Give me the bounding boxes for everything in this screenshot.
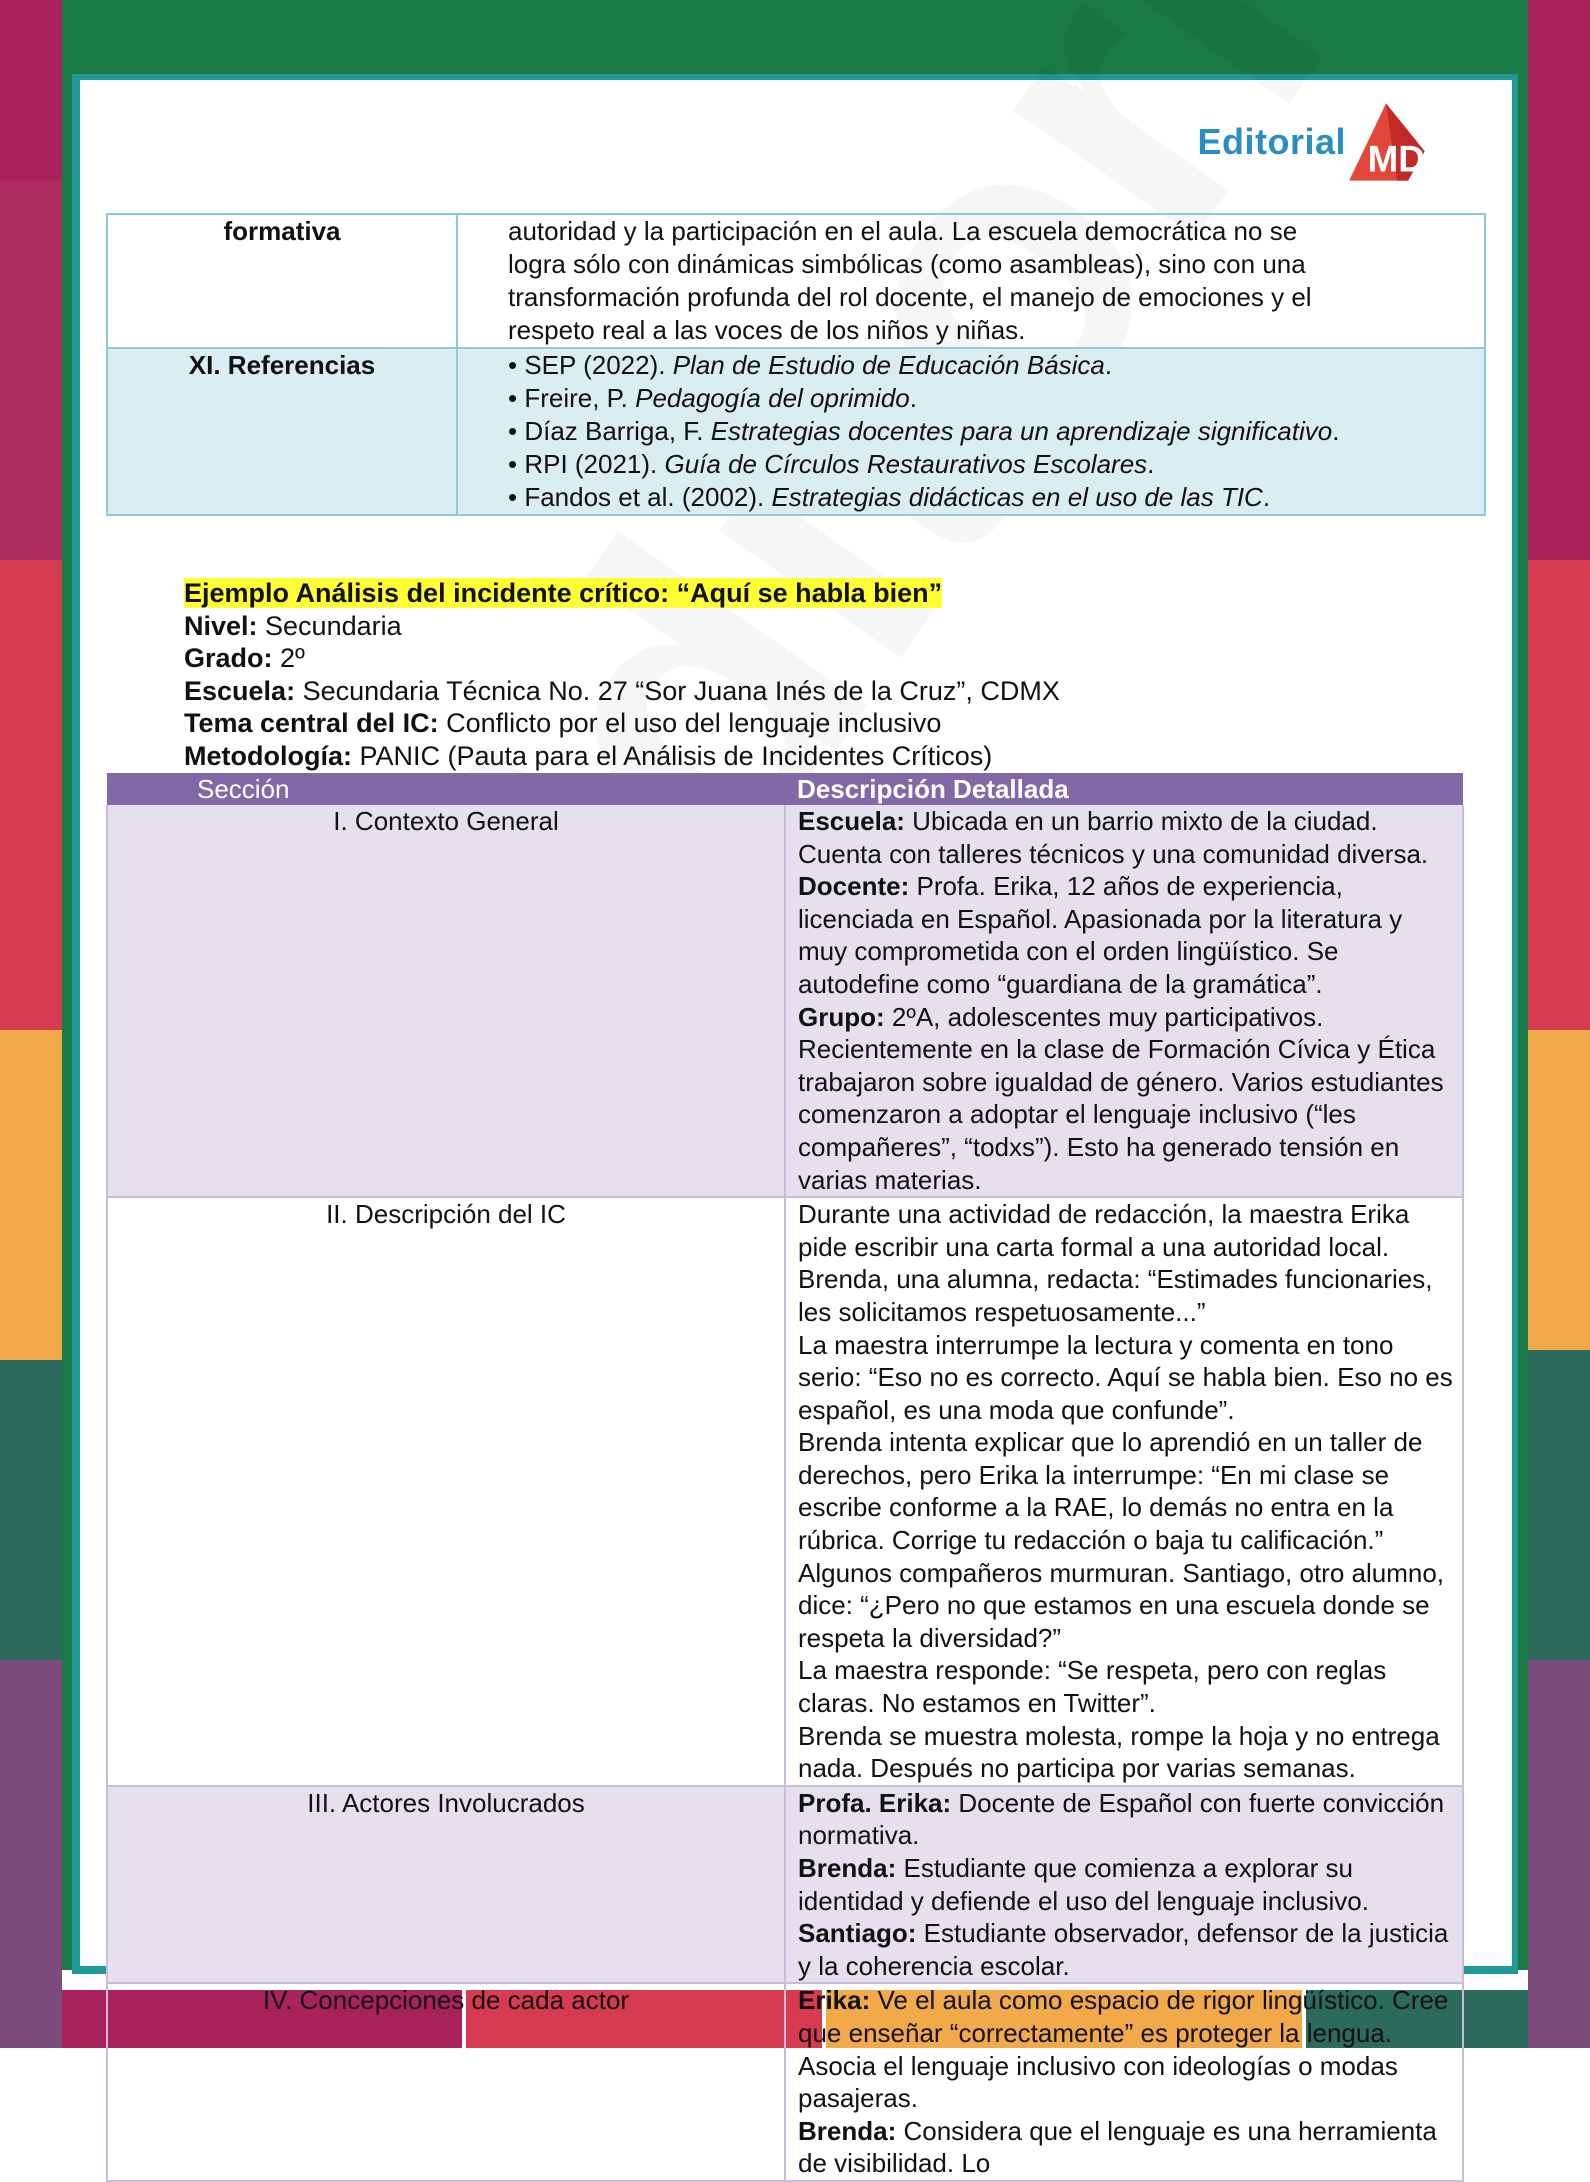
deco-left-6: [0, 1660, 62, 2048]
row-label: III. Actores Involucrados: [107, 1786, 785, 1984]
header-seccion: Sección: [107, 773, 785, 805]
content-line: autoridad y la participación en el aula. La escuela democrática no se: [508, 216, 1298, 246]
paragraph: Brenda intenta explicar que lo aprendió en un taller de derechos, pero Erika la interrumpe: “En mi clase se escribe conforme a la RAE, lo demás no entra en la rúbrica. Corrige tu redacción o baja tu calificación.”: [798, 1427, 1423, 1556]
deco-left-5: [0, 1360, 62, 1660]
row-label: IV. Concepciones de cada actor: [107, 1983, 785, 2181]
row-content: [785, 1197, 1463, 1786]
reference-item: • RPI (2021). Guía de Círculos Restaurativos Escolares.: [508, 449, 1155, 479]
paragraph: Algunos compañeros murmuran. Santiago, otro alumno, dice: “¿Pero no que estamos en una escuela donde se respeta la diversidad?”: [798, 1557, 1445, 1653]
row-label: I. Contexto General: [107, 805, 785, 1197]
table-row: [107, 214, 1485, 348]
table-header-row: [107, 773, 1463, 805]
row-label: formativa: [107, 214, 457, 348]
paragraph: Brenda se muestra molesta, rompe la hoja y no entrega nada. Después no participa por varias semanas.: [798, 1720, 1440, 1784]
paragraph: Profa. Erika: Docente de Español con fuerte convicción normativa.: [798, 1787, 1445, 1851]
paragraph: La maestra responde: “Se respeta, pero con reglas claras. No estamos en Twitter”.: [798, 1655, 1387, 1719]
paragraph: Brenda: Estudiante que comienza a explorar su identidad y defiende el uso del lenguaje inclusivo.: [798, 1853, 1369, 1916]
deco-right-1: [1528, 0, 1590, 560]
row-content: [785, 1983, 1463, 2181]
incident-analysis-table: [106, 773, 1464, 2182]
frame-top-band: [62, 0, 1528, 60]
table-row: [107, 1786, 1463, 1984]
example-heading: [184, 577, 1060, 772]
previous-analysis-table: [106, 213, 1486, 516]
reference-item: • Díaz Barriga, F. Estrategias docentes para un aprendizaje significativo.: [508, 416, 1340, 446]
reference-item: • Freire, P. Pedagogía del oprimido.: [508, 383, 917, 413]
row-content: [785, 1786, 1463, 1984]
table-row-references: [107, 348, 1485, 515]
paragraph: Grupo: 2ºA, adolescentes muy participativos. Recientemente en la clase de Formación Cívica y Ética trabajaron sobre igualdad de género. Varios estudiantes comenzaron a adoptar el lenguaje inclusivo (“les compañeres”, “todxs”). Esto ha generado tensión en varias materias.: [798, 1001, 1444, 1195]
paragraph: Durante una actividad de redacción, la maestra Erika pide escribir una carta formal a una autoridad local. Brenda, una alumna, redacta: “Estimades funcionaries, les solicitamos respetuosamente...”: [798, 1199, 1433, 1327]
content-line: respeto real a las voces de los niños y niñas.: [508, 315, 1026, 345]
row-content: [785, 805, 1463, 1197]
deco-right-2: [1528, 560, 1590, 1030]
reference-item: • SEP (2022). Plan de Estudio de Educación Básica.: [508, 350, 1113, 380]
deco-left-2: [0, 180, 62, 560]
table-row: [107, 1197, 1463, 1786]
content-line: transformación profunda del rol docente, el manejo de emociones y el: [508, 282, 1312, 312]
deco-left-4: [0, 1030, 62, 1360]
md-logo-icon: [1340, 96, 1432, 188]
field-metodologia: Metodología: PANIC (Pauta para el Análisis de Incidentes Críticos): [184, 740, 993, 771]
publisher-logo: [1197, 94, 1432, 190]
field-escuela: Escuela: Secundaria Técnica No. 27 “Sor Juana Inés de la Cruz”, CDMX: [184, 675, 1060, 706]
paragraph: Escuela: Ubicada en un barrio mixto de la ciudad. Cuenta con talleres técnicos y una comunidad diversa.: [798, 806, 1429, 869]
deco-right-3: [1528, 1030, 1590, 1350]
paragraph: La maestra interrumpe la lectura y comenta en tono serio: “Eso no es correcto. Aquí se habla bien. Eso no es español, es una moda que confunde”.: [798, 1329, 1453, 1425]
logo-mark: MD: [1367, 138, 1425, 180]
deco-right-5: [1528, 1660, 1590, 2048]
deco-right-4: [1528, 1350, 1590, 1660]
header-descripcion: Descripción Detallada: [785, 773, 1463, 805]
row-label: XI. Referencias: [107, 348, 457, 515]
row-content: [457, 214, 1485, 348]
row-label: II. Descripción del IC: [107, 1197, 785, 1786]
paragraph: Santiago: Estudiante observador, defensor de la justicia y la coherencia escolar.: [798, 1918, 1449, 1981]
document-page: [80, 80, 1512, 2179]
field-grado: Grado: 2º: [184, 643, 305, 673]
table-row: [107, 805, 1463, 1197]
deco-left-1: [0, 0, 62, 180]
reference-item: • Fandos et al. (2002). Estrategias didácticas en el uso de las TIC.: [508, 482, 1271, 512]
deco-left-3: [0, 560, 62, 1030]
paragraph: Erika: Ve el aula como espacio de rigor lingüístico. Cree que enseñar “correctamente” es proteger la lengua. Asocia el lenguaje inclusivo con ideologías o modas pasajeras.: [798, 1985, 1449, 2114]
paragraph: Brenda: Considera que el lenguaje es una herramienta de visibilidad. Lo: [798, 2115, 1437, 2179]
content-line: logra sólo con dinámicas simbólicas (como asambleas), sino con una: [508, 249, 1306, 279]
references-list: [457, 348, 1485, 515]
example-title: Ejemplo Análisis del incidente crítico: “Aquí se habla bien”: [184, 578, 943, 608]
field-nivel: Nivel: Secundaria: [184, 610, 402, 641]
paragraph: Docente: Profa. Erika, 12 años de experiencia, licenciada en Español. Apasionada por la literatura y muy comprometida con el orden lingüístico. Se autodefine como “guardiana de la gramática”.: [798, 871, 1403, 999]
table-row: [107, 1983, 1463, 2181]
field-tema: Tema central del IC: Conflicto por el uso del lenguaje inclusivo: [184, 708, 942, 738]
logo-text: Editorial: [1197, 121, 1346, 162]
